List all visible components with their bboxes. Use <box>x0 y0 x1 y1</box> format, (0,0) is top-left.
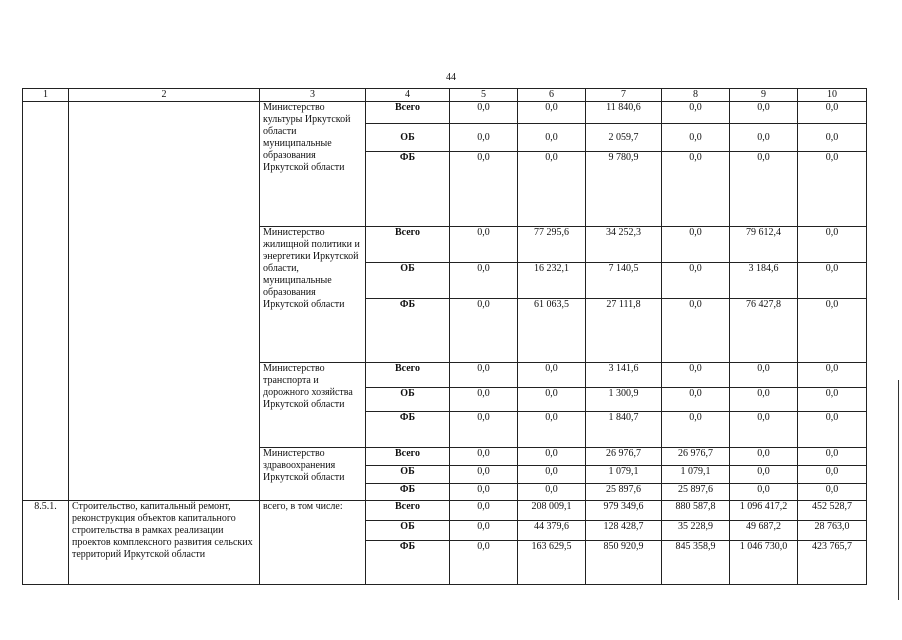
value-cell: 26 976,7 <box>586 448 662 466</box>
value-cell: 28 763,0 <box>798 521 867 541</box>
value-cell: 0,0 <box>450 299 518 363</box>
table-row <box>23 102 867 124</box>
value-cell: 0,0 <box>662 152 730 227</box>
executor-cell: Министерство жилищной политики и энергетики Иркутской области, муниципальные образования Иркутской области <box>260 227 366 363</box>
budget-table <box>22 88 867 585</box>
scan-edge-line <box>898 380 899 600</box>
funding-source: ОБ <box>366 466 450 484</box>
header-cell: 7 <box>586 89 662 102</box>
value-cell: 0,0 <box>662 227 730 263</box>
item-number: 8.5.1. <box>23 501 69 585</box>
value-cell: 0,0 <box>518 412 586 448</box>
blank-cell <box>69 102 260 501</box>
executor-cell: Министерство транспорта и дорожного хозяйства Иркутской области <box>260 363 366 448</box>
value-cell: 0,0 <box>450 102 518 124</box>
funding-source: Всего <box>366 448 450 466</box>
value-cell: 25 897,6 <box>662 484 730 501</box>
value-cell: 79 612,4 <box>730 227 798 263</box>
funding-source: ФБ <box>366 299 450 363</box>
funding-source: ФБ <box>366 412 450 448</box>
value-cell: 0,0 <box>450 521 518 541</box>
value-cell: 0,0 <box>730 102 798 124</box>
header-row <box>23 89 867 102</box>
value-cell: 0,0 <box>730 484 798 501</box>
value-cell: 0,0 <box>450 501 518 521</box>
value-cell: 845 358,9 <box>662 541 730 585</box>
funding-source: ФБ <box>366 484 450 501</box>
value-cell: 0,0 <box>662 102 730 124</box>
value-cell: 0,0 <box>518 466 586 484</box>
value-cell: 880 587,8 <box>662 501 730 521</box>
table-row <box>23 501 867 521</box>
funding-source: ФБ <box>366 152 450 227</box>
value-cell: 1 096 417,2 <box>730 501 798 521</box>
header-cell: 1 <box>23 89 69 102</box>
header-cell: 4 <box>366 89 450 102</box>
value-cell: 0,0 <box>730 124 798 152</box>
value-cell: 208 009,1 <box>518 501 586 521</box>
value-cell: 1 046 730,0 <box>730 541 798 585</box>
value-cell: 0,0 <box>450 227 518 263</box>
funding-source: Всего <box>366 363 450 388</box>
value-cell: 0,0 <box>662 263 730 299</box>
value-cell: 0,0 <box>450 152 518 227</box>
funding-source: ОБ <box>366 388 450 412</box>
funding-source: ОБ <box>366 521 450 541</box>
value-cell: 27 111,8 <box>586 299 662 363</box>
value-cell: 0,0 <box>450 124 518 152</box>
value-cell: 850 920,9 <box>586 541 662 585</box>
value-cell: 1 079,1 <box>662 466 730 484</box>
value-cell: 0,0 <box>730 363 798 388</box>
value-cell: 0,0 <box>730 412 798 448</box>
value-cell: 35 228,9 <box>662 521 730 541</box>
value-cell: 0,0 <box>450 263 518 299</box>
value-cell: 61 063,5 <box>518 299 586 363</box>
value-cell: 0,0 <box>662 363 730 388</box>
value-cell: 26 976,7 <box>662 448 730 466</box>
executor-cell: всего, в том числе: <box>260 501 366 585</box>
value-cell: 1 300,9 <box>586 388 662 412</box>
funding-source: Всего <box>366 102 450 124</box>
value-cell: 3 184,6 <box>730 263 798 299</box>
value-cell: 0,0 <box>798 124 867 152</box>
header-cell: 5 <box>450 89 518 102</box>
header-cell: 10 <box>798 89 867 102</box>
value-cell: 163 629,5 <box>518 541 586 585</box>
value-cell: 0,0 <box>662 299 730 363</box>
value-cell: 0,0 <box>730 466 798 484</box>
value-cell: 0,0 <box>798 466 867 484</box>
value-cell: 0,0 <box>730 152 798 227</box>
value-cell: 0,0 <box>518 388 586 412</box>
value-cell: 0,0 <box>518 102 586 124</box>
value-cell: 76 427,8 <box>730 299 798 363</box>
funding-source: ФБ <box>366 541 450 585</box>
value-cell: 49 687,2 <box>730 521 798 541</box>
value-cell: 0,0 <box>798 263 867 299</box>
value-cell: 1 079,1 <box>586 466 662 484</box>
blank-cell <box>23 102 69 501</box>
value-cell: 423 765,7 <box>798 541 867 585</box>
value-cell: 9 780,9 <box>586 152 662 227</box>
value-cell: 0,0 <box>518 152 586 227</box>
page-number: 44 <box>446 72 456 83</box>
header-cell: 2 <box>69 89 260 102</box>
value-cell: 0,0 <box>798 227 867 263</box>
funding-source: Всего <box>366 227 450 263</box>
value-cell: 2 059,7 <box>586 124 662 152</box>
value-cell: 3 141,6 <box>586 363 662 388</box>
value-cell: 0,0 <box>798 412 867 448</box>
executor-cell: Министерство здравоохранения Иркутской области <box>260 448 366 501</box>
value-cell: 0,0 <box>662 124 730 152</box>
value-cell: 0,0 <box>730 388 798 412</box>
value-cell: 0,0 <box>450 541 518 585</box>
funding-source: ОБ <box>366 263 450 299</box>
value-cell: 7 140,5 <box>586 263 662 299</box>
header-cell: 8 <box>662 89 730 102</box>
value-cell: 0,0 <box>518 484 586 501</box>
value-cell: 34 252,3 <box>586 227 662 263</box>
value-cell: 11 840,6 <box>586 102 662 124</box>
value-cell: 0,0 <box>798 152 867 227</box>
value-cell: 77 295,6 <box>518 227 586 263</box>
value-cell: 0,0 <box>798 299 867 363</box>
value-cell: 0,0 <box>450 388 518 412</box>
value-cell: 0,0 <box>798 388 867 412</box>
value-cell: 0,0 <box>662 388 730 412</box>
item-name: Строительство, капитальный ремонт, реконструкция объектов капитального строительства в рамках реализации проектов комплексного развития сельских территорий Иркутской области <box>69 501 260 585</box>
value-cell: 0,0 <box>518 363 586 388</box>
value-cell: 0,0 <box>798 484 867 501</box>
value-cell: 0,0 <box>450 448 518 466</box>
executor-cell: Министерство культуры Иркутской области муниципальные образования Иркутской области <box>260 102 366 227</box>
value-cell: 0,0 <box>450 363 518 388</box>
funding-source: ОБ <box>366 124 450 152</box>
header-cell: 9 <box>730 89 798 102</box>
value-cell: 0,0 <box>798 102 867 124</box>
value-cell: 452 528,7 <box>798 501 867 521</box>
value-cell: 44 379,6 <box>518 521 586 541</box>
header-cell: 3 <box>260 89 366 102</box>
header-cell: 6 <box>518 89 586 102</box>
value-cell: 0,0 <box>450 412 518 448</box>
value-cell: 0,0 <box>798 363 867 388</box>
value-cell: 128 428,7 <box>586 521 662 541</box>
funding-source: Всего <box>366 501 450 521</box>
value-cell: 25 897,6 <box>586 484 662 501</box>
value-cell: 16 232,1 <box>518 263 586 299</box>
value-cell: 0,0 <box>662 412 730 448</box>
value-cell: 0,0 <box>450 484 518 501</box>
value-cell: 0,0 <box>518 448 586 466</box>
value-cell: 0,0 <box>730 448 798 466</box>
value-cell: 1 840,7 <box>586 412 662 448</box>
value-cell: 0,0 <box>798 448 867 466</box>
value-cell: 979 349,6 <box>586 501 662 521</box>
value-cell: 0,0 <box>518 124 586 152</box>
value-cell: 0,0 <box>450 466 518 484</box>
